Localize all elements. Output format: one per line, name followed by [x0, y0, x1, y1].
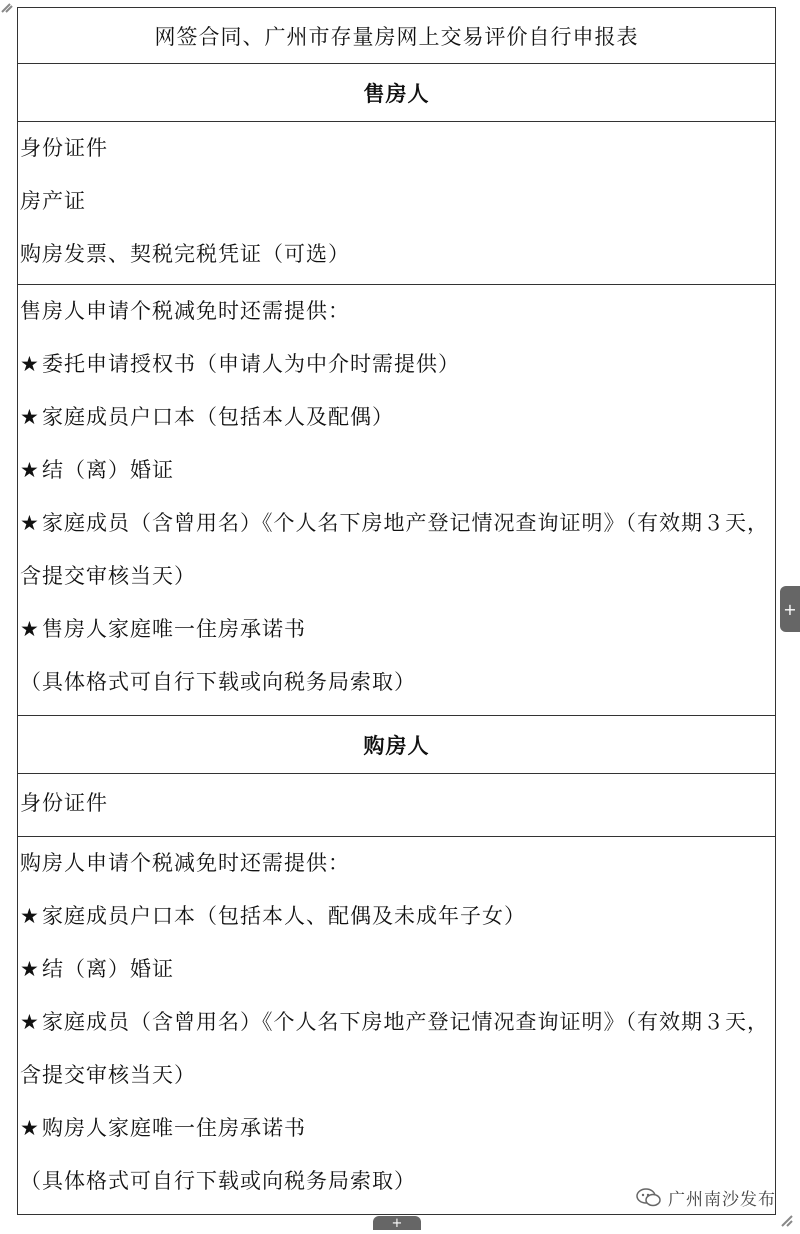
tax-intro: 售房人申请个税减免时还需提供： [20, 299, 350, 323]
resize-handle-bottom-right-icon[interactable] [780, 1214, 794, 1228]
tax-note: （具体格式可自行下载或向税务局索取） [20, 1169, 416, 1193]
tax-note: （具体格式可自行下载或向税务局索取） [20, 670, 416, 694]
star-icon: ★ [20, 617, 40, 641]
watermark [636, 1185, 776, 1210]
list-item: 房产证 [20, 189, 86, 213]
star-icon: ★ [20, 1010, 40, 1034]
list-item: ★ 结（离）婚证 [20, 943, 771, 996]
add-row-handle[interactable]: + [373, 1216, 421, 1230]
add-column-handle[interactable]: + [780, 586, 800, 632]
wechat-icon [636, 1188, 662, 1208]
seller-docs [18, 122, 775, 285]
table-title: 网签合同、广州市存量房网上交易评价自行申报表 [18, 8, 775, 64]
star-icon: ★ [20, 904, 40, 928]
tax-intro: 购房人申请个税减免时还需提供： [20, 851, 350, 875]
watermark-text: 广州南沙发布 [668, 1190, 776, 1210]
list-item: ★ 结（离）婚证 [20, 444, 771, 497]
star-icon: ★ [20, 511, 40, 535]
list-item: ★ 委托申请授权书（申请人为中介时需提供） [20, 338, 771, 391]
star-icon: ★ [20, 1116, 40, 1140]
seller-heading: 售房人 [18, 64, 775, 122]
seller-tax-docs [18, 285, 775, 716]
star-icon: ★ [20, 405, 40, 429]
star-icon: ★ [20, 458, 40, 482]
list-item: ★ 购房人家庭唯一住房承诺书 [20, 1102, 771, 1155]
list-item: 购房发票、契税完税凭证（可选） [20, 242, 350, 266]
buyer-tax-docs [18, 837, 775, 1214]
star-icon: ★ [20, 957, 40, 981]
list-item: ★ 家庭成员（含曾用名）《个人名下房地产登记情况查询证明》（有效期３天，含提交审核当天） [20, 497, 771, 603]
list-item: 身份证件 [20, 136, 108, 160]
list-item: ★ 家庭成员户口本（包括本人及配偶） [20, 391, 771, 444]
buyer-docs [18, 774, 775, 837]
buyer-heading: 购房人 [18, 716, 775, 774]
list-item: 身份证件 [20, 791, 108, 815]
list-item: ★ 家庭成员户口本（包括本人、配偶及未成年子女） [20, 890, 771, 943]
list-item: ★ 售房人家庭唯一住房承诺书 [20, 603, 771, 656]
list-item: ★ 家庭成员（含曾用名）《个人名下房地产登记情况查询证明》（有效期３天，含提交审核当天） [20, 996, 771, 1102]
star-icon: ★ [20, 352, 40, 376]
requirements-table [17, 7, 776, 1215]
